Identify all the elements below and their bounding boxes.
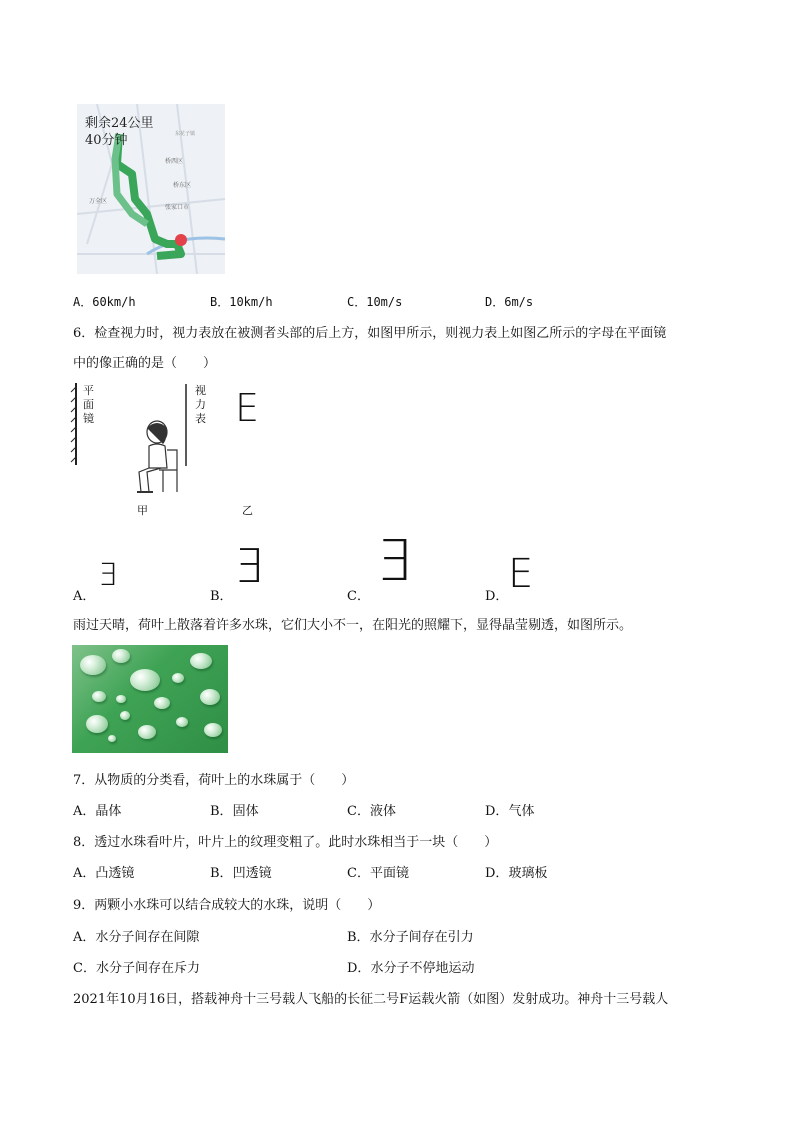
q9-option-a[interactable]: A．水分子间存在间隙 bbox=[73, 930, 200, 945]
q9-option-b[interactable]: B．水分子间存在引力 bbox=[347, 930, 474, 945]
q7-option-b[interactable]: B．固体 bbox=[210, 804, 259, 819]
mirror-label: 平 面 镜 bbox=[83, 384, 94, 425]
navigation-map-image bbox=[77, 104, 225, 274]
map-remaining-distance: 剩余24公里 bbox=[85, 116, 154, 131]
seated-person-illustration bbox=[133, 420, 185, 498]
q8-option-a[interactable]: A．凸透镜 bbox=[73, 866, 135, 881]
rocket-passage-line: 2021年10月16日，搭载神舟十三号载人飞船的长征二号F运载火箭（如图）发射成功。神舟十三号载人 bbox=[73, 992, 669, 1007]
q6-option-a-label[interactable]: A． bbox=[73, 589, 96, 604]
map-label: 桥东区 bbox=[173, 182, 192, 189]
q7-option-a[interactable]: A．晶体 bbox=[73, 804, 122, 819]
q6-option-c-glyph[interactable]: Ǝ bbox=[376, 529, 412, 594]
q9-option-c[interactable]: C．水分子间存在斥力 bbox=[73, 961, 200, 976]
q6-stem-line1: 6．检查视力时，视力表放在被测者头部的后上方，如图甲所示，则视力表上如图乙所示的字母在平面镜 bbox=[73, 326, 667, 341]
q6-option-d-label[interactable]: D． bbox=[485, 589, 509, 604]
map-label: 万全区 bbox=[89, 198, 108, 205]
q6-option-d-glyph[interactable]: E bbox=[508, 551, 534, 597]
lotus-leaf-water-drops-image bbox=[72, 645, 228, 753]
q7-option-d[interactable]: D．气体 bbox=[485, 804, 535, 819]
figure-label-yi: 乙 bbox=[242, 504, 253, 517]
eye-chart-letter-e: E bbox=[235, 386, 260, 430]
q6-stem-line2: 中的像正确的是（ ） bbox=[73, 356, 217, 371]
figure-label-jia: 甲 bbox=[137, 504, 148, 517]
q9-option-d[interactable]: D．水分子不停地运动 bbox=[347, 961, 475, 976]
q7-stem: 7．从物质的分类看，荷叶上的水珠属于（ ） bbox=[73, 773, 355, 788]
q6-option-a-glyph[interactable]: Ǝ bbox=[98, 558, 117, 593]
q8-option-c[interactable]: C．平面镜 bbox=[347, 866, 409, 881]
passage-text: 雨过天晴，荷叶上散落着许多水珠，它们大小不一，在阳光的照耀下，显得晶莹剔透，如图所示。 bbox=[73, 618, 633, 633]
q5-option-a[interactable]: A．60km/h bbox=[73, 295, 136, 309]
q6-option-b-label[interactable]: B． bbox=[210, 589, 233, 604]
q9-stem: 9．两颗小水珠可以结合成较大的水珠，说明（ ） bbox=[73, 898, 381, 913]
q7-option-c[interactable]: C．液体 bbox=[347, 804, 396, 819]
map-label: 桥西区 bbox=[165, 158, 184, 165]
q5-option-b[interactable]: B．10km/h bbox=[210, 295, 273, 309]
map-label: 东花子镇 bbox=[175, 131, 196, 137]
q8-option-b[interactable]: B．凹透镜 bbox=[210, 866, 272, 881]
eye-chart-label: 视 力 表 bbox=[195, 384, 206, 425]
q6-option-b-glyph[interactable]: Ǝ bbox=[234, 539, 264, 593]
q6-option-c-label[interactable]: C． bbox=[347, 589, 370, 604]
map-remaining-time: 40分钟 bbox=[85, 133, 128, 148]
q8-stem: 8．透过水珠看叶片，叶片上的纹理变粗了。此时水珠相当于一块（ ） bbox=[73, 835, 498, 850]
q5-option-c[interactable]: C．10m/s bbox=[347, 295, 403, 309]
q5-option-d[interactable]: D．6m/s bbox=[485, 295, 534, 309]
map-label: 张家口市 bbox=[165, 204, 190, 211]
q8-option-d[interactable]: D．玻璃板 bbox=[485, 866, 548, 881]
